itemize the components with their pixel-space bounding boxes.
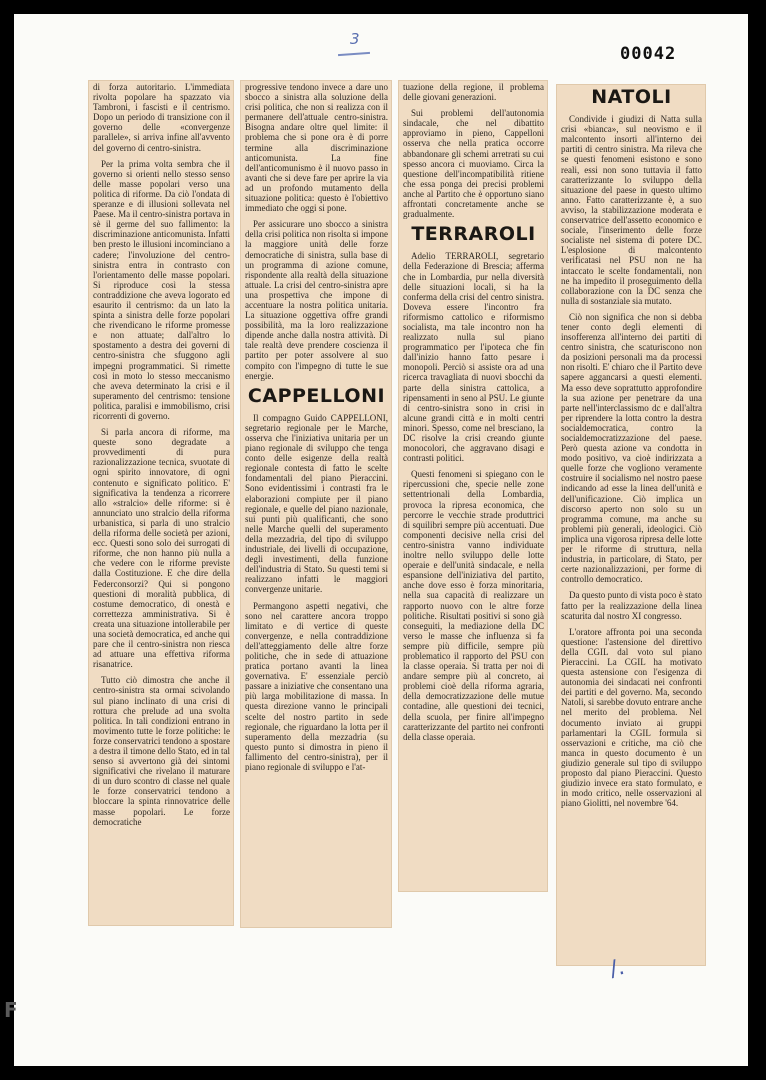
paragraph: Sui problemi dell'autonomia sindacale, che nel dibattito approviamo in pieno, Cappelloni osserva che nella pratica occorre abbandonare gli schemi arretrati su cui spesso ancora ci muoviamo. Circa la questione dell'incompatibilità ritiene che essa ponga dei precisi problemi anche al Partito che è opportuno siano affrontati concretamente anche se gradualmente. [403, 108, 544, 220]
page-number-handwritten: 3 [350, 30, 360, 48]
paragraph: tuazione della regione, il problema delle giovani generazioni. [403, 82, 544, 103]
paragraph: progressive tendono invece a dare uno sbocco a sinistra alla soluzione della crisi politica, che non si realizza con il permanere dell'attuale centro-sinistra. Bisogna andare oltre quel limite: il problema che si pone ora è di porre termine alla discriminazione anticomunista. La fine dell'anticomunismo è il nuovo passo in avanti che si deve fare per aprire la via ad un profondo mutamento della situazione politica: questo è l'obiettivo immediato che oggi si pone. [245, 82, 388, 214]
document-number: 00042 [620, 44, 677, 64]
corner-mark: F [4, 998, 18, 1022]
section-heading-terraroli: TERRAROLI [411, 223, 536, 246]
paragraph: Il compagno Guido CAPPELLONI, segretario regionale per le Marche, osserva che l'iniziativa unitaria per un piano regionale di sviluppo che tenga conto delle esigenze della realtà regionale contesta di fatto le scelte fondamentali del piano Pieraccini. Sono evidentissimi i contrasti fra le elaborazioni compiute per il piano regionale, e quelle del piano nazionale, sui punti più qualificanti, che sono nelle Marche quelli del superamento della mezzadria, del tipo di sviluppo industriale, dei livelli di occupazione, degli investimenti, della funzione dell'industria di Stato. Su questi temi si realizzano infatti le maggiori convergenze unitarie. [245, 412, 388, 595]
article-column-1 [88, 80, 234, 827]
article-column-2 [240, 80, 392, 772]
paragraph: Ciò non significa che non si debba tener conto degli elementi di insofferenza all'interno dei partiti di centro sinistra, che scaturiscono non da posizioni personali ma da processi non risolti. E' chiaro che il Partito deve sapere aggancarsi a questi elementi. Ma esso deve soprattutto approfondire la sua azione per penetrare da una parte nell'interclassismo dc e dall'altra per riprendere la lotta contro la destra socialdemocratica, contro la socialdemocratizzazione del paese. Però questa azione va condotta in modo positivo, va cioè indirizzata a quelle forze che vogliono veramente costruire il socialismo nel nostro paese indicando ad esse la linea dell'unità e dell'unificazione. Ciò implica un discorso aperto non solo su un programma comune, ma anche su problemi più generali, ideologici. Ciò implica una vigorosa ripresa delle lotte per le riforme di struttura, nella industria, in particolare, di Stato, per certe nazionalizzazioni, per forme di controllo democratico. [561, 311, 702, 585]
article-clipping-column-2 [240, 80, 392, 928]
paragraph: Condivide i giudizi di Natta sulla crisi «bianca», sul neovismo e il malcontento insorti all'interno dei partiti di centro sinistra. Ma rileva che se questi fenomeni esistono e sono reali, essi non sono tuttavia il fatto caratterizzante lo sviluppo della situazione del paese in questo ultimo anno. Fatto caratterizzante è, a suo avviso, la stabilizzazione moderata e conservatrice dell'assetto economico e sociale, l'inserimento delle forze socialiste nel sistema di potere DC. L'esplosione di malcontento verificatasi nel PSU non ne ha intaccato le scelte fondamentali, non ne ha impedito il proseguimento della collaborazione con la DC senza che nulla di sostanziale sia mutato. [561, 114, 702, 306]
paragraph: Adelio TERRAROLI, segretario della Federazione di Brescia; afferma che in Lombardia, pur nella diversità delle situazioni locali, si ha la conferma della crisi del centro sinistra. Doveva essere l'incontro fra riformismo cattolico e riformismo socialista, ma tale incontro non ha realizzato nulla sul piano programmatico per l'ipoteca che fin dall'inizio hanno fatto pesare i monopoli. Perciò si assiste ora ad una ricerca travagliata di nuovi sbocchi da parte della sinistra cattolica, a ripensamenti in seno al PSU. Le giunte di centro-sinistra sono in crisi in alcune grandi città e in molti centri minori. Spesso, come nel bresciano, la DC risolve la crisi creando giunte monocolori, che aggravano disagi e contrasti politici. [403, 251, 544, 464]
paragraph: Tutto ciò dimostra che anche il centro-sinistra sta ormai scivolando sul piano inclinato di una crisi di rottura che prelude ad una svolta politica. In tali condizioni entrano in movimento tutte le forze politiche: le forze conservatrici tendono a spostare a destra il timone dello Stato, ed in tal senso si avvertono già dei sintomi significativi che rivelano il maturare di un duro scontro di classe nel quale le forze conservatrici tendono a bloccare la spinta rinnovatrice delle masse popolari. Le forze democratiche [93, 675, 230, 827]
section-heading-cappelloni: CAPPELLONI [247, 384, 386, 407]
paragraph: Per assicurare uno sbocco a sinistra della crisi politica non risolta si impone la maggiore unità delle forze democratiche di sinistra, sulla base di un programma di azione comune, rispondente alla realtà della situazione attuale. La crisi del centro-sinistra apre una prospettiva che impone di accentuare la nostra politica unitaria. La situazione oggettiva offre grandi possibilità, ma la loro realizzazione dipende anche dalla nostra attività. Di tale realtà deve prendere coscienza il partito per poter assolvere al suo compito con l'impegno di tutte le sue energie. [245, 219, 388, 381]
article-clipping-column-3 [398, 80, 548, 892]
paragraph: Per la prima volta sembra che il governo si orienti nello stesso senso delle masse popolari verso una politica di riforme. Da ciò l'ondata di speranze e di illusioni sollevata nel Paese. Ma il centro-sinistra portava in sè il germe del suo fallimento: la discriminazione anticomunista. Infatti ben presto le illusioni incominciano a cadere; l'involuzione del centro-sinistra entra in contrasto con l'orientamento delle masse popolari. Si riproduce così la stessa contraddizione che aveva logorato ed esaurito il centrismo: da un lato la spinta a sinistra delle forze popolari che rivendicano le riforme promesse e non attuate; dall'altro lo spostamento a destra dei governi di centro-sinistra che sfuggono agli impegni programmatici. Si rimette così in moto lo stesso meccanismo che aveva determinato la crisi e il superamento del centrismo: tensione politica, paralisi e immobilismo, crisi ricorrenti di governo. [93, 158, 230, 421]
article-column-3 [398, 80, 548, 742]
article-clipping-column-4 [556, 84, 706, 966]
section-heading-natoli: NATOLI [591, 86, 672, 108]
paragraph: Permangono aspetti negativi, che sono nel carattere ancora troppo limitato e di vertice di queste convergenze, e nella contraddizione dell'atteggiamento delle altre forze politiche, che in sede di attuazione pratica portano avanti la linea governativa. E' essenziale perciò passare a iniziative che consentano una più larga mobilitazione di massa. In questa direzione vanno le principali scelte del nostro partito in sede regionale, che riguardano la lotta per il superamento della mezzadria (su questo punto si dimostra in pieno il fallimento del centro-sinistra), per il piano regionale di sviluppo e l'at- [245, 600, 388, 772]
paragraph: Questi fenomeni si spiegano con le ripercussioni che, specie nelle zone settentrionali della Lombardia, provoca la ripresa economica, che percorre le vecchie strade produttrici di squilibri sempre più accentuati. Due componenti decisive nella crisi del centro-sinistra vanno individuate inoltre nello sviluppo delle lotte operaie e dell'unità sindacale, e nella espansione dell'iniziativa del partito, anche dove esso è forza minoritaria, nella sua capacità di realizzare un rapporto nuovo con le altre forze politiche. Risultati positivi si sono già conseguiti, la mediazione della DC verso le masse che influenza si fa sempre più difficile, sempre più problematico il rapporto del PSU con la classe operaia. Si tratta per noi di andare sempre più al concreto, ai problemi cioè della riforma agraria, della democratizzazione delle mutue contadine, alle questioni dei tecnici, della scuola, per finire all'impegno caratterizzante del partito nei confronti della classe operaia. [403, 469, 544, 742]
paragraph: L'oratore affronta poi una seconda questione: l'astensione del direttivo della CGIL dal voto sul piano Pieraccini. La CGIL ha motivato questa astensione con l'esigenza di autonomia dei sindacati nei confronti dei partiti e del governo. Ma, secondo Natoli, si sarebbe dovuto entrare anche nel merito del problema. Nel documento inviato ai gruppi parlamentari la CGIL formula sì osservazioni e critiche, ma ciò che manca in questo documento è un giudizio generale sul tipo di sviluppo proposto dal piano Pieraccini. Questo giudizio invece era stato formulato, e in modo critico, nelle osservazioni al piano Giolitti, nel novembre '64. [561, 626, 702, 809]
paragraph: di forza autoritario. L'immediata rivolta popolare ha spazzato via Tambroni, i fascisti e il centrismo. Dopo un periodo di transizione con il governo delle «convergenze parallele», si arriva infine all'avvento del governo di centro-sinistra. [93, 82, 230, 153]
handwritten-end-mark: /. [607, 954, 627, 983]
paragraph: Si parla ancora di riforme, ma queste sono degradate a provvedimenti di pura razionalizzazione tecnica, svuotate di ogni spirito innovatore, di ogni contenuto e significato politico. E' significativa la tendenza a ricorrere allo «stralcio» delle riforme: si è annunciato uno stralcio della riforma urbanistica, si parla di uno stralcio della riforma delle società per azioni, ecc. Questi sono solo dei surrogati di riforme, che non hanno più nulla a che vedere con le riforme previste dalla Costituzione. E che dire della Federconsorzi? Qui si pongono questioni di moralità pubblica, di costume democratico, di onestà e correttezza amministrativa. Si è creata una situazione intollerabile per una società democratica, ed anche qui pare che il centro-sinistra non riesca ad attuare una effettiva riforma risanatrice. [93, 427, 230, 670]
article-clipping-column-1 [88, 80, 234, 926]
paragraph: Da questo punto di vista poco è stato fatto per la realizzazione della linea scaturita dal nostro XI congresso. [561, 590, 702, 621]
article-column-4 [556, 86, 706, 809]
